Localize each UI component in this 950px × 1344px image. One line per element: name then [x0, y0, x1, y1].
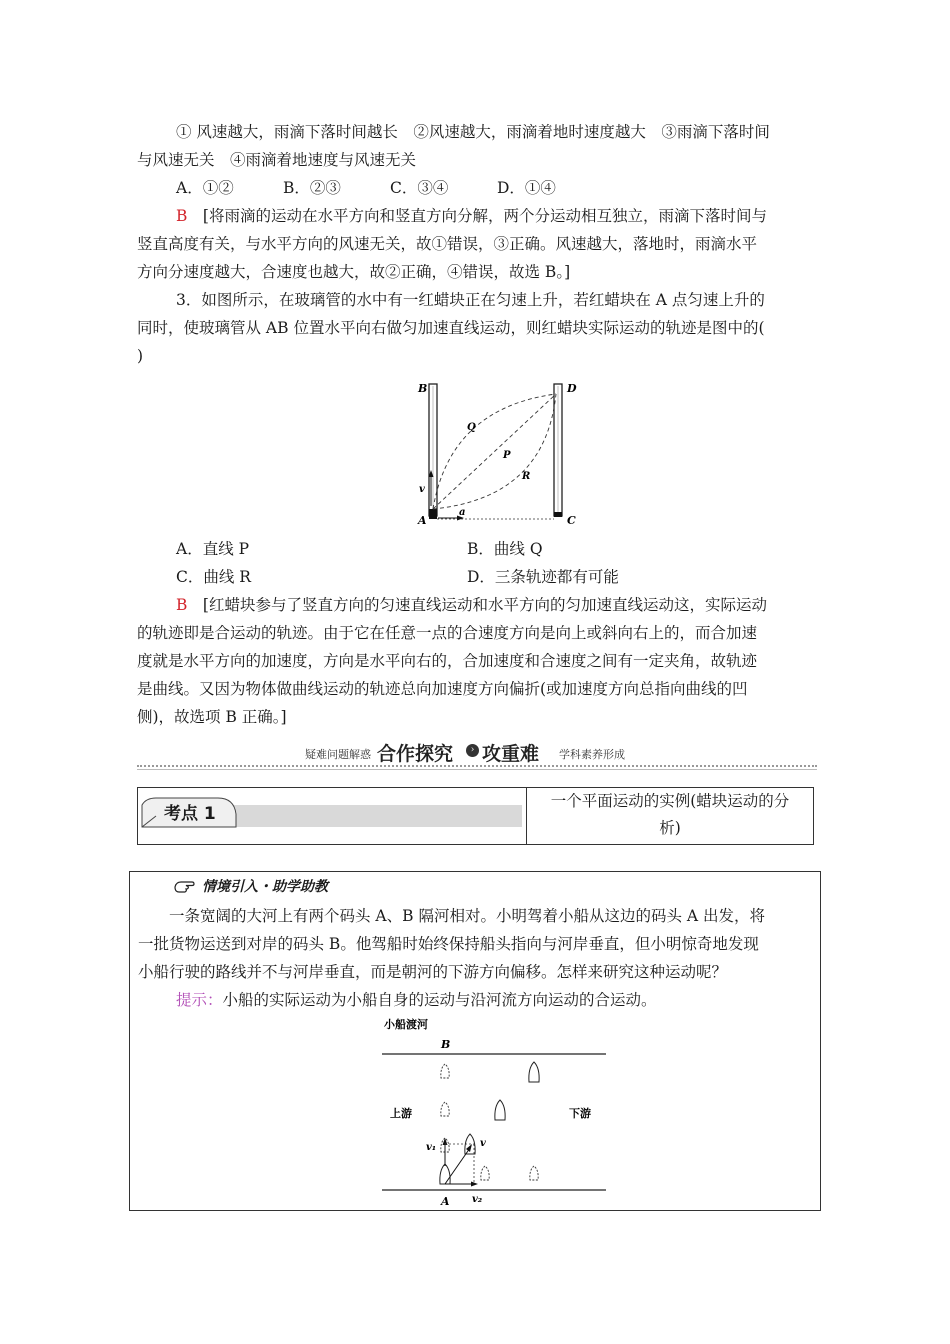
q3-stem-line1: 3．如图所示，在玻璃管的水中有一红蜡块正在匀速上升，若红蜡块在 A 点匀速上升的	[176, 291, 765, 309]
label-d: D	[567, 382, 577, 395]
q2-option-b: B．②③	[283, 179, 341, 197]
label-p: P	[503, 450, 511, 461]
q3-explanation-line5: 侧)，故选项 B 正确。]	[137, 708, 287, 726]
q2-stem-line1: ① 风速越大，雨滴下落时间越长 ②风速越大，雨滴着地时速度越大 ③雨滴下落时间	[176, 123, 770, 141]
hint-text: 小船的实际运动为小船自身的运动与沿河流方向运动的合运动。	[222, 991, 657, 1009]
line-p	[433, 394, 556, 509]
boat-ghost-4	[481, 1166, 489, 1180]
glass-tube-diagram	[410, 378, 590, 530]
q3-explanation-text: [红蜡块参与了竖直方向的匀速直线运动和水平方向的匀加速直线运动这，实际运动	[187, 596, 767, 614]
label-acc: a	[459, 507, 466, 518]
q2-option-d: D．①④	[497, 179, 556, 197]
label-dock-b: B	[441, 1038, 451, 1051]
label-v: v	[480, 1138, 486, 1149]
q2-explanation-text: [将雨滴的运动在水平方向和竖直方向分解，两个分运动相互独立，雨滴下落时间与	[187, 207, 767, 225]
label-r: R	[522, 471, 531, 482]
red-wax-block	[429, 509, 437, 519]
label-q: Q	[467, 422, 476, 433]
label-v: v	[419, 484, 425, 495]
q3-stem-line3: )	[137, 347, 144, 365]
kaodian-label: 考点 1	[164, 804, 216, 824]
q2-explanation-line1	[176, 202, 767, 230]
chevron-right-icon: ›	[466, 744, 479, 757]
context-line2: 一批货物运送到对岸的码头 B。他驾船时始终保持船头指向与河岸垂直，但小明惊奇地发现	[138, 935, 759, 953]
q3-answer-letter: B	[176, 596, 188, 614]
label-c: C	[567, 514, 576, 527]
q2-option-c: C．③④	[390, 179, 449, 197]
kaodian-title-line1: 一个平面运动的实例(蜡块运动的分	[550, 792, 790, 810]
label-downstream: 下游	[569, 1107, 591, 1120]
boat-crossing-diagram	[378, 1016, 610, 1208]
q3-stem-line2: 同时，使玻璃管从 AB 位置水平向右做匀加速直线运动，则红蜡块实际运动的轨迹是图中的(	[137, 319, 765, 337]
context-header: 情境引入・助学助教	[202, 879, 328, 895]
label-a: A	[418, 514, 427, 527]
q2-option-a: A．①②	[176, 179, 234, 197]
q2-answer-letter: B	[176, 207, 188, 225]
section-banner	[137, 740, 817, 770]
q3-explanation-line3: 度就是水平方向的加速度，方向是水平向右的，合加速度和合速度之间有一定夹角，故轨迹	[137, 652, 758, 670]
figure-title: 小船渡河	[384, 1018, 428, 1031]
hand-pointer-icon	[174, 878, 196, 894]
boat-1	[529, 1062, 539, 1082]
banner-right-text: 学科素养形成	[559, 748, 625, 761]
q3-option-d: D．三条轨迹都有可能	[467, 568, 619, 586]
label-v1: v₁	[426, 1142, 437, 1153]
q3-explanation-line1	[176, 591, 767, 619]
kaodian-box	[137, 787, 814, 845]
q3-option-b: B．曲线 Q	[467, 540, 543, 558]
hint-label: 提示：	[176, 991, 223, 1009]
q3-option-a: A．直线 P	[176, 540, 250, 558]
label-v2: v₂	[472, 1194, 483, 1205]
label-b: B	[418, 382, 428, 395]
context-line1: 一条宽阔的大河上有两个码头 A、B 隔河相对。小明驾着小船从这边的码头 A 出发，将	[138, 907, 765, 925]
q2-explanation-line2: 竖直高度有关，与水平方向的风速无关，故①错误，③正确。风速越大，落地时，雨滴水平	[137, 235, 758, 253]
context-line3: 小船行驶的路线并不与河岸垂直，而是朝河的下游方向偏移。怎样来研究这种运动呢？	[138, 963, 728, 981]
banner-left-text: 疑难问题解惑	[305, 748, 371, 761]
label-dock-a: A	[441, 1195, 450, 1208]
q3-explanation-line2: 的轨迹即是合运动的轨迹。由于它在任意一点的合速度方向是向上或斜向右上的，而合加速	[137, 624, 758, 642]
boat-ghost-1	[441, 1064, 449, 1078]
boat-ghost-5	[530, 1166, 538, 1180]
label-upstream: 上游	[390, 1107, 412, 1120]
q3-explanation-line4: 是曲线。又因为物体做曲线运动的轨迹总向加速度方向偏折(或加速度方向总指向曲线的凹	[137, 680, 748, 698]
boat-ghost-2	[441, 1102, 449, 1116]
boat-2	[495, 1100, 505, 1120]
kaodian-title	[527, 788, 813, 844]
q2-explanation-line3: 方向分速度越大，合速度也越大，故②正确，④错误，故选 B。]	[137, 263, 571, 281]
kaodian-label-cell	[138, 788, 527, 844]
q2-stem-line2: 与风速无关 ④雨滴着地速度与风速无关	[137, 151, 417, 169]
kaodian-title-line2: 析)	[659, 819, 681, 837]
q3-option-c: C．曲线 R	[176, 568, 251, 586]
boat-start	[440, 1164, 450, 1184]
banner-main-1: 合作探究	[377, 743, 454, 765]
context-hint	[176, 986, 657, 1014]
banner-main-2: 攻重难	[482, 743, 540, 765]
